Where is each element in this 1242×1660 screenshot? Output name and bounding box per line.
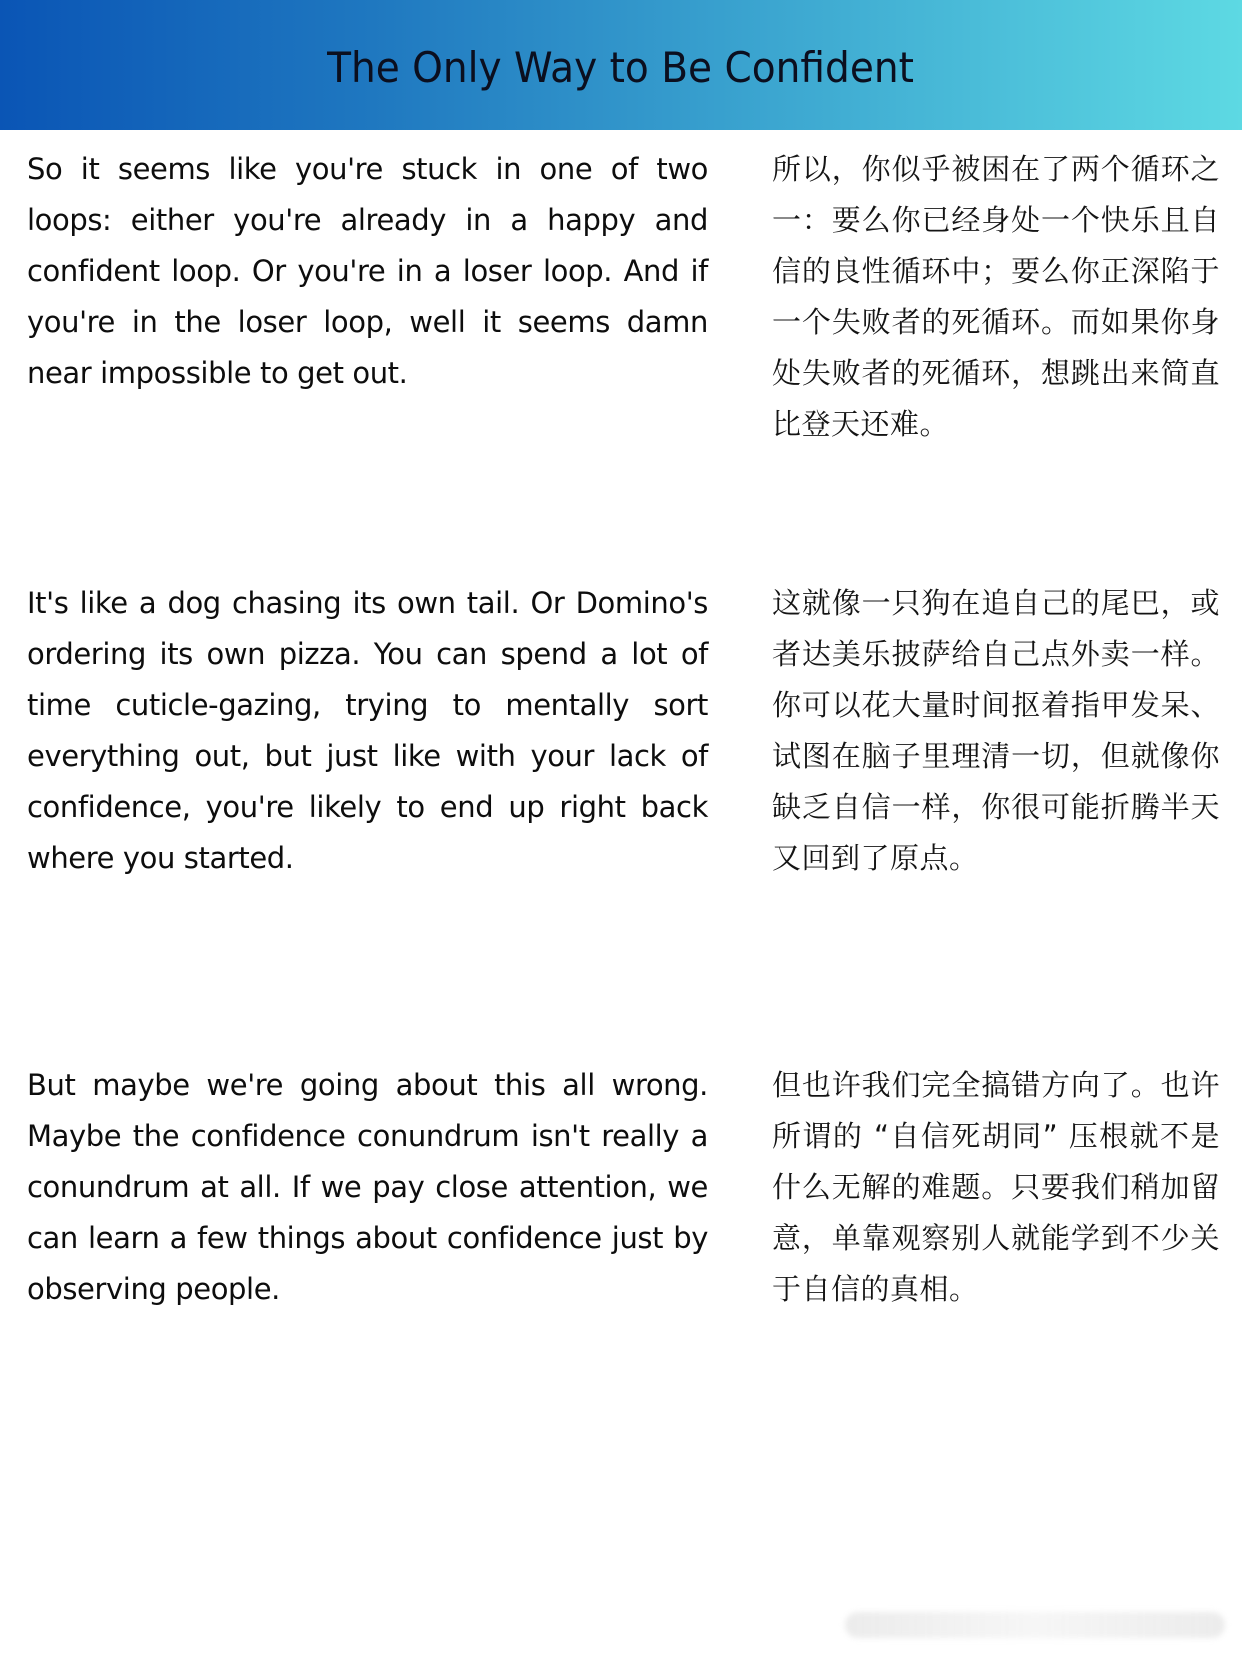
paragraph-3-english: But maybe we're going about this all wrong. Maybe the confidence conundrum isn't really a conundrum at all. If we pay close attention, we can learn a few things about confidence just by observing people.	[27, 1068, 708, 1306]
paragraph-3-chinese: 但也许我们完全搞错方向了。也许所谓的 “自信死胡同” 压根就不是什么无解的难题。只要我们稍加留意，单靠观察别人就能学到不少关于自信的真相。	[772, 1068, 1220, 1306]
paragraph-1-english: So it seems like you're stuck in one of two loops: either you're already in a happy and confident loop. Or you're in a loser loop. And if you're in the loser loop, well it seems damn near impossible to get out.	[27, 152, 708, 390]
paragraph-2-english: It's like a dog chasing its own tail. Or Domino's ordering its own pizza. You can spend a lot of time cuticle-gazing, trying to mentally sort everything out, but just like with your lack of confidence, you're likely to end up right back where you started.	[27, 586, 708, 875]
blurred-watermark	[845, 1612, 1225, 1638]
page-title: The Only Way to Be Confident	[327, 42, 915, 92]
paragraph-1-chinese: 所以，你似乎被困在了两个循环之一：要么你已经身处一个快乐且自信的良性循环中；要么你正深陷于一个失败者的死循环。而如果你身处失败者的死循环，想跳出来简直比登天还难。	[772, 152, 1220, 441]
title-banner	[0, 0, 1242, 130]
paragraph-2-chinese: 这就像一只狗在追自己的尾巴，或者达美乐披萨给自己点外卖一样。你可以花大量时间抠着指甲发呆、试图在脑子里理清一切，但就像你缺乏自信一样，你很可能折腾半天又回到了原点。	[772, 586, 1220, 875]
